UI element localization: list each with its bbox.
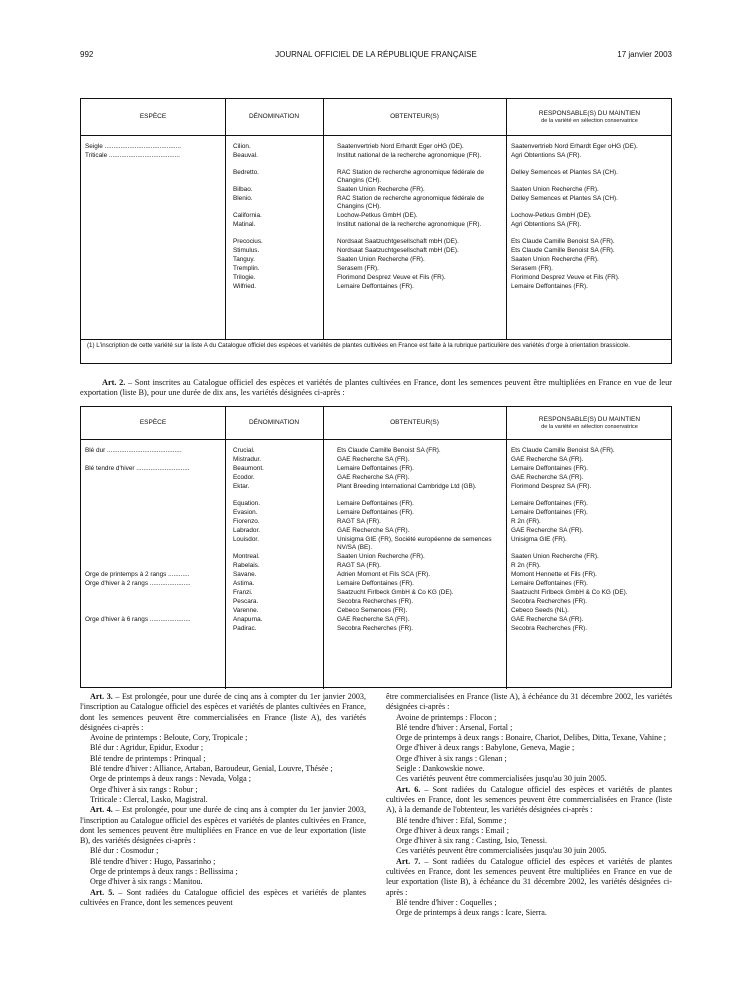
obtenteur-cell: Cebeco Semences (FR). bbox=[337, 607, 408, 614]
denomination-cell: Bedretto. bbox=[233, 169, 259, 176]
denomination-cell: Precocius. bbox=[233, 238, 263, 245]
responsable-cell: Saatenvertrieb Nord Erhardt Eger oHG (DE). bbox=[511, 143, 638, 150]
responsable-cell: R 2n (FR). bbox=[511, 562, 541, 569]
denomination-cell: Savane. bbox=[233, 571, 257, 578]
denomination-cell: Varenne. bbox=[233, 607, 259, 614]
denomination-cell: Blenio. bbox=[233, 195, 253, 202]
obtenteur-cell: Secobra Recherches (FR). bbox=[337, 598, 414, 605]
responsable-cell: Ets Claude Camille Benoist SA (FR). bbox=[511, 238, 615, 245]
obtenteur-cell: Institut national de la recherche agronomique (FR). bbox=[337, 221, 482, 228]
responsable-cell: Ets Claude Camille Benoist SA (FR). bbox=[511, 447, 615, 454]
obtenteur-cell: Lochow-Petkus GmbH (DE). bbox=[337, 212, 418, 219]
obtenteur-cell: RAGT SA (FR). bbox=[337, 562, 381, 569]
obtenteur-cell: Ets Claude Camille Benoist SA (FR). bbox=[337, 447, 441, 454]
responsable-cell: Saaten Union Recherche (FR). bbox=[511, 256, 599, 263]
responsable-cell: Saaten Union Recherche (FR). bbox=[511, 186, 599, 193]
text-line: Orge de printemps à deux rangs : Bellissima ; bbox=[90, 867, 238, 877]
denomination-cell: Padirac. bbox=[233, 625, 257, 632]
denomination-cell: Ektar. bbox=[233, 483, 250, 490]
species-cell: Triticale ........................................ bbox=[85, 152, 180, 159]
denomination-cell: California. bbox=[233, 212, 262, 219]
responsable-cell: Lemaire Deffontaines (FR). bbox=[511, 465, 588, 472]
header-espece: ESPÈCE bbox=[139, 419, 167, 427]
page-number: 992 bbox=[80, 50, 94, 59]
responsable-cell: Delley Semences et Plantes SA (CH). bbox=[511, 169, 618, 176]
obtenteur-cell: Lemaire Deffontaines (FR). bbox=[337, 509, 414, 516]
denomination-cell: Pescara. bbox=[233, 598, 259, 605]
text-line: Blé dur : Agridur, Epidur, Exodur ; bbox=[90, 743, 204, 753]
species-cell: Blé dur .......................................... bbox=[85, 447, 182, 454]
denomination-cell: Montreal. bbox=[233, 553, 260, 560]
responsable-cell: Momont Hennette et Fils (FR). bbox=[511, 571, 597, 578]
denomination-cell: Cilion. bbox=[233, 143, 251, 150]
obtenteur-cell: Unisigma GIE (FR), Société européenne de semences NV/SA (BE). bbox=[337, 536, 492, 551]
page-header bbox=[80, 50, 672, 64]
header-espece: ESPÈCE bbox=[139, 113, 167, 121]
obtenteur-cell: Saaten Union Recherche (FR). bbox=[337, 186, 425, 193]
denomination-cell: Fiorenzo. bbox=[233, 518, 260, 525]
species-cell: Orge d'hiver à 6 rangs ....................... bbox=[85, 616, 191, 623]
denomination-cell: Tanguy. bbox=[233, 256, 255, 263]
table-footnote: (1) L'inscription de cette variété sur la liste A du Catalogue officiel des espèces et variétés de plantes cultivées en France est faite à la rubrique particulière des variétés d'orge à orientation brassicole. bbox=[81, 339, 671, 365]
obtenteur-cell: RAC Station de recherche agronomique fédérale de Changins (CH). bbox=[337, 195, 485, 210]
denomination-cell: Crucial. bbox=[233, 447, 255, 454]
denomination-cell: Mistradur. bbox=[233, 456, 262, 463]
responsable-cell: Lemaire Deffontaines (FR). bbox=[511, 500, 588, 507]
header-denomination: DÉNOMINATION bbox=[248, 419, 300, 427]
text-line: Seigle : Dankowskie nowe. bbox=[396, 764, 485, 774]
obtenteur-cell: Secobra Recherches (FR). bbox=[337, 625, 414, 632]
obtenteur-cell: Saaten Union Recherche (FR). bbox=[337, 256, 425, 263]
obtenteur-cell: Serasem (FR). bbox=[337, 265, 379, 272]
table-header bbox=[81, 99, 671, 136]
responsable-cell: Unisigma GIE (FR). bbox=[511, 536, 567, 543]
header-responsable: RESPONSABLE(S) DU MAINTIEN de la variété en sélection conservatrice bbox=[538, 416, 641, 430]
article-paragraph: Art. 7. – Sont radiées du Catalogue officiel des espèces et variétés de plantes cultivées en France, dont les semences peuvent être multipliées en France en vue de leur exportation (liste B), à échéance du 31 décembre 2002, les variétés désignées ci-après : bbox=[386, 856, 673, 897]
species-cell: Orge d'hiver à 2 rangs ....................... bbox=[85, 580, 191, 587]
responsable-cell: Lemaire Deffontaines (FR). bbox=[511, 580, 588, 587]
responsable-cell: Lemaire Deffontaines (FR). bbox=[511, 509, 588, 516]
obtenteur-cell: GAE Recherche SA (FR). bbox=[337, 527, 410, 534]
denomination-cell: Tremplin. bbox=[233, 265, 260, 272]
text-line: Ces variétés peuvent être commercialisées jusqu'au 30 juin 2005. bbox=[396, 846, 607, 856]
text-line: Orge de printemps à deux rangs : Icare, Sierra. bbox=[396, 908, 547, 918]
text-line: Blé tendre d'hiver : Hugo, Passarinho ; bbox=[90, 856, 216, 866]
responsable-cell: Cebeco Seeds (NL). bbox=[511, 607, 569, 614]
obtenteur-cell: Lemaire Deffontaines (FR). bbox=[337, 500, 414, 507]
obtenteur-cell: RAGT SA (FR). bbox=[337, 518, 381, 525]
text-line: Blé dur : Cosmodur ; bbox=[90, 846, 159, 856]
denomination-cell: Stimulus. bbox=[233, 247, 260, 254]
issue-date: 17 janvier 2003 bbox=[617, 50, 672, 59]
text-line: Orge de printemps à deux rangs : Bonaire, Chariot, Delibes, Ditta, Texane, Vahine ; bbox=[396, 733, 667, 743]
obtenteur-cell: Lemaire Deffontaines (FR). bbox=[337, 465, 414, 472]
denomination-cell: Evasion. bbox=[233, 509, 258, 516]
denomination-cell: Trilogie. bbox=[233, 274, 256, 281]
text-line: Orge d'hiver à six rangs : Glenan ; bbox=[396, 753, 507, 763]
species-cell: Orge de printemps à 2 rangs ............ bbox=[85, 571, 190, 578]
denomination-cell: Astima. bbox=[233, 580, 255, 587]
article-paragraph: Art. 5. – Sont radiées du Catalogue officiel des espèces et variétés de plantes cultivées en France, dont les semences peuvent bbox=[80, 887, 367, 907]
responsable-cell: Ets Claude Camille Benoist SA (FR). bbox=[511, 247, 615, 254]
text-line: Orge d'hiver à deux rangs : Babylone, Geneva, Magie ; bbox=[396, 743, 575, 753]
obtenteur-cell: GAE Recherche SA (FR). bbox=[337, 616, 410, 623]
responsable-cell: Delley Semences et Plantes SA (CH). bbox=[511, 195, 618, 202]
text-line: Orge d'hiver à six rangs : Robur ; bbox=[90, 784, 198, 794]
obtenteur-cell: Nordsaat Saatzuchtgesellschaft mbH (DE). bbox=[337, 238, 459, 245]
table-header bbox=[81, 407, 671, 440]
obtenteur-cell: Lemaire Deffontaines (FR). bbox=[337, 283, 414, 290]
responsable-cell: GAE Recherche SA (FR). bbox=[511, 527, 584, 534]
header-denomination: DÉNOMINATION bbox=[248, 113, 300, 121]
text-line: Orge de printemps à deux rangs : Nevada, Volga ; bbox=[90, 774, 251, 784]
responsable-cell: Agri Obtentions SA (FR). bbox=[511, 152, 582, 159]
obtenteur-cell: RAC Station de recherche agronomique fédérale de Changins (CH). bbox=[337, 169, 485, 184]
denomination-cell: Bilbao. bbox=[233, 186, 253, 193]
obtenteur-cell: Lemaire Deffontaines (FR). bbox=[337, 580, 414, 587]
obtenteur-cell: Saaten Union Recherche (FR). bbox=[337, 553, 425, 560]
denomination-cell: Beaumont. bbox=[233, 465, 264, 472]
responsable-cell: Saaten Union Recherche (FR). bbox=[511, 553, 599, 560]
responsable-cell: GAE Recherche SA (FR). bbox=[511, 456, 584, 463]
text-line: être commercialisées en France (liste A), à échéance du 31 décembre 2002, les variétés désignées ci-après : bbox=[386, 692, 672, 712]
text-line: Ces variétés peuvent être commercialisées jusqu'au 30 juin 2005. bbox=[396, 774, 607, 784]
denomination-cell: Rabelais. bbox=[233, 562, 260, 569]
responsable-cell: Lemaire Deffontaines (FR). bbox=[511, 283, 588, 290]
denomination-cell: Anapurna. bbox=[233, 616, 263, 623]
text-line: Blé tendre d'hiver : Efal, Somme ; bbox=[396, 815, 507, 825]
obtenteur-cell: Nordsaat Saatzuchtgesellschaft mbH (DE). bbox=[337, 247, 459, 254]
responsable-cell: Serasem (FR). bbox=[511, 265, 553, 272]
responsable-cell: Saatzucht Firlbeck GmbH & Co KG (DE). bbox=[511, 589, 628, 596]
header-obtenteur: OBTENTEUR(S) bbox=[390, 113, 439, 121]
text-line: Orge d'hiver à six rang : Casting, Isio, Tenessi. bbox=[396, 836, 547, 846]
obtenteur-cell: Institut national de la recherche agronomique (FR). bbox=[337, 152, 482, 159]
text-line: Blé tendre d'hiver : Coquelles ; bbox=[396, 897, 497, 907]
text-line: Blé tendre de printemps : Prinqual ; bbox=[90, 753, 206, 763]
obtenteur-cell: Saatenvertrieb Nord Erhardt Eger oHG (DE). bbox=[337, 143, 464, 150]
responsable-cell: GAE Recherche SA (FR). bbox=[511, 616, 584, 623]
obtenteur-cell: GAE Recherche SA (FR). bbox=[337, 474, 410, 481]
obtenteur-cell: Plant Breeding International Cambridge Ltd (GB). bbox=[337, 483, 477, 490]
responsable-cell: Secobra Recherches (FR). bbox=[511, 625, 588, 632]
species-cell: Seigle ........................................... bbox=[85, 143, 181, 150]
responsable-cell: Secobra Recherches (FR). bbox=[511, 598, 588, 605]
text-line: Blé tendre d'hiver : Alliance, Artaban, Baroudeur, Genial, Louvre, Thésée ; bbox=[90, 764, 333, 774]
denomination-cell: Labrador. bbox=[233, 527, 261, 534]
varieties-table-list-b bbox=[80, 406, 672, 688]
article-paragraph: Art. 6. – Sont radiées du Catalogue officiel des espèces et variétés de plantes cultivées en France, dont les semences peuvent être commercialisées en France (liste A), à la demande de l'obtenteur, les variétés désignées ci-après : bbox=[386, 784, 673, 815]
text-line: Blé tendre d'hiver : Arsenal, Fortal ; bbox=[396, 722, 513, 732]
responsable-cell: R 2n (FR). bbox=[511, 518, 541, 525]
journal-title: JOURNAL OFFICIEL DE LA RÉPUBLIQUE FRANÇAISE bbox=[275, 50, 477, 59]
responsable-cell: Agri Obtentions SA (FR). bbox=[511, 221, 582, 228]
article-2: Art. 2. – Sont inscrites au Catalogue officiel des espèces et variétés de plantes cultivées en France, dont les semences peuvent être multipliées en France en vue de leur exportation (liste B), pour une durée de dix ans, les variétés désignées ci-après : bbox=[80, 378, 673, 397]
responsable-cell: Florimond Desprez SA (FR). bbox=[511, 483, 592, 490]
right-column bbox=[386, 692, 672, 919]
text-line: Avoine de printemps : Flocon ; bbox=[396, 712, 497, 722]
responsable-cell: GAE Recherche SA (FR). bbox=[511, 474, 584, 481]
obtenteur-cell: GAE Recherche SA (FR). bbox=[337, 456, 410, 463]
article-paragraph: Art. 4. – Est prolongée, pour une durée de cinq ans à compter du 1er janvier 2003, l'inscription au Catalogue officiel des espèces et variétés de plantes cultivées en France, dont les semences peuvent être multipliées en France en vue de leur exportation (liste B), des variétés désignées ci-après : bbox=[80, 805, 367, 846]
obtenteur-cell: Saatzucht Firlbeck GmbH & Co KG (DE). bbox=[337, 589, 454, 596]
obtenteur-cell: Florimond Desprez Veuve et Fils (FR). bbox=[337, 274, 446, 281]
denomination-cell: Beauval. bbox=[233, 152, 258, 159]
obtenteur-cell: Adrien Momont et Fils SCA (FR). bbox=[337, 571, 431, 578]
text-line: Avoine de printemps : Beloute, Cory, Tropicale ; bbox=[90, 733, 248, 743]
responsable-cell: Florimond Desprez Veuve et Fils (FR). bbox=[511, 274, 620, 281]
denomination-cell: Wilfried. bbox=[233, 283, 257, 290]
text-line: Orge d'hiver à six rangs : Manitou. bbox=[90, 877, 203, 887]
header-responsable: RESPONSABLE(S) DU MAINTIEN de la variété en sélection conservatrice bbox=[538, 110, 641, 124]
article-paragraph: Art. 3. – Est prolongée, pour une durée de cinq ans à compter du 1er janvier 2003, l'inscription au Catalogue officiel des espèces et variétés de plantes cultivées en France, dont les semences peuvent être commercialisées en France (liste A), des variétés désignées ci-après : bbox=[80, 692, 367, 732]
denomination-cell: Matinal. bbox=[233, 221, 256, 228]
denomination-cell: Equation. bbox=[233, 500, 261, 507]
denomination-cell: Franzi. bbox=[233, 589, 253, 596]
left-column bbox=[80, 692, 366, 908]
species-cell: Blé tendre d'hiver .............................. bbox=[85, 465, 190, 472]
text-line: Orge d'hiver à deux rangs : Email ; bbox=[396, 825, 510, 835]
denomination-cell: Ecodor. bbox=[233, 474, 255, 481]
text-line: Triticale : Clercal, Lasko, Magistral. bbox=[90, 794, 208, 804]
responsable-cell: Lochow-Petkus GmbH (DE). bbox=[511, 212, 592, 219]
varieties-table-list-a bbox=[80, 98, 672, 364]
denomination-cell: Louisdor. bbox=[233, 536, 259, 543]
header-obtenteur: OBTENTEUR(S) bbox=[390, 419, 439, 427]
